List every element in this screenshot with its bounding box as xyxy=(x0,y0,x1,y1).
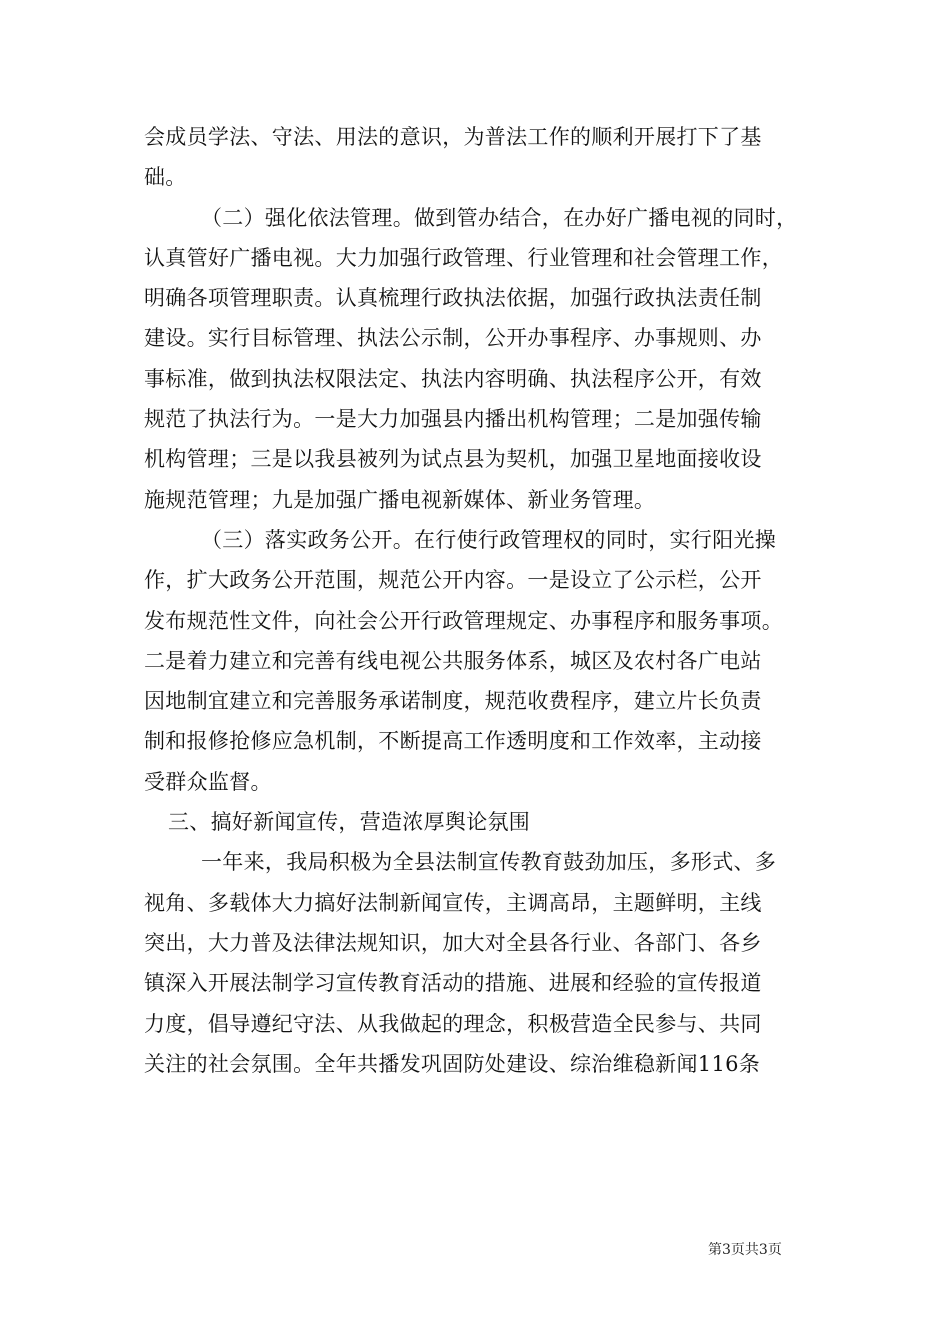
text-line: 认真管好广播电视。大力加强行政管理、行业管理和社会管理工作， xyxy=(144,245,783,270)
page-number-footer: 第3页共3页 xyxy=(708,1242,782,1258)
document-body xyxy=(144,117,812,1084)
text-line: （二）强化依法管理。做到管办结合，在办好广播电视的同时， xyxy=(201,205,798,230)
text-line: 础。 xyxy=(144,165,187,190)
text-line: 镇深入开展法制学习宣传教育活动的措施、进展和经验的宣传报道 xyxy=(144,971,762,996)
text-line: 关注的社会氛围。全年共播发巩固防处建设、综治维稳新闻116条 xyxy=(144,1051,761,1076)
text-line: 规范了执法行为。一是大力加强县内播出机构管理；二是加强传输 xyxy=(144,407,762,432)
text-line: 发布规范性文件，向社会公开行政管理规定、办事程序和服务事项。 xyxy=(144,608,783,633)
text-line: 事标准，做到执法权限法定、执法内容明确、执法程序公开，有效 xyxy=(144,366,762,391)
text-line: 受群众监督。 xyxy=(144,769,272,794)
text-line: 机构管理；三是以我县被列为试点县为契机，加强卫星地面接收设 xyxy=(144,447,762,472)
text-line: 二是着力建立和完善有线电视公共服务体系，城区及农村各广电站 xyxy=(144,648,762,673)
text-line: 会成员学法、守法、用法的意识，为普法工作的顺利开展打下了基 xyxy=(144,125,762,149)
text-line: 因地制宜建立和完善服务承诺制度，规范收费程序，建立片长负责 xyxy=(144,689,762,714)
text-line: 施规范管理；九是加强广播电视新媒体、新业务管理。 xyxy=(144,487,656,512)
text-line: 制和报修抢修应急机制，不断提高工作透明度和工作效率，主动接 xyxy=(144,729,762,754)
text-line: 作，扩大政务公开范围，规范公开内容。一是设立了公示栏，公开 xyxy=(144,568,762,593)
text-line: 突出，大力普及法律法规知识，加大对全县各行业、各部门、各乡 xyxy=(144,930,762,955)
text-line: （三）落实政务公开。在行使行政管理权的同时，实行阳光操 xyxy=(201,527,777,552)
section-heading: 三、搞好新闻宣传，营造浓厚舆论氛围 xyxy=(168,810,531,835)
text-line: 明确各项管理职责。认真梳理行政执法依据，加强行政执法责任制 xyxy=(144,286,762,311)
text-line: 力度，倡导遵纪守法、从我做起的理念，积极营造全民参与、共同 xyxy=(144,1011,762,1036)
text-line: 建设。实行目标管理、执法公示制，公开办事程序、办事规则、办 xyxy=(144,326,762,351)
text-line: 一年来，我局积极为全县法制宣传教育鼓劲加压，多形式、多 xyxy=(201,850,777,875)
text-line: 视角、多载体大力搞好法制新闻宣传，主调高昂，主题鲜明，主线 xyxy=(144,890,762,915)
